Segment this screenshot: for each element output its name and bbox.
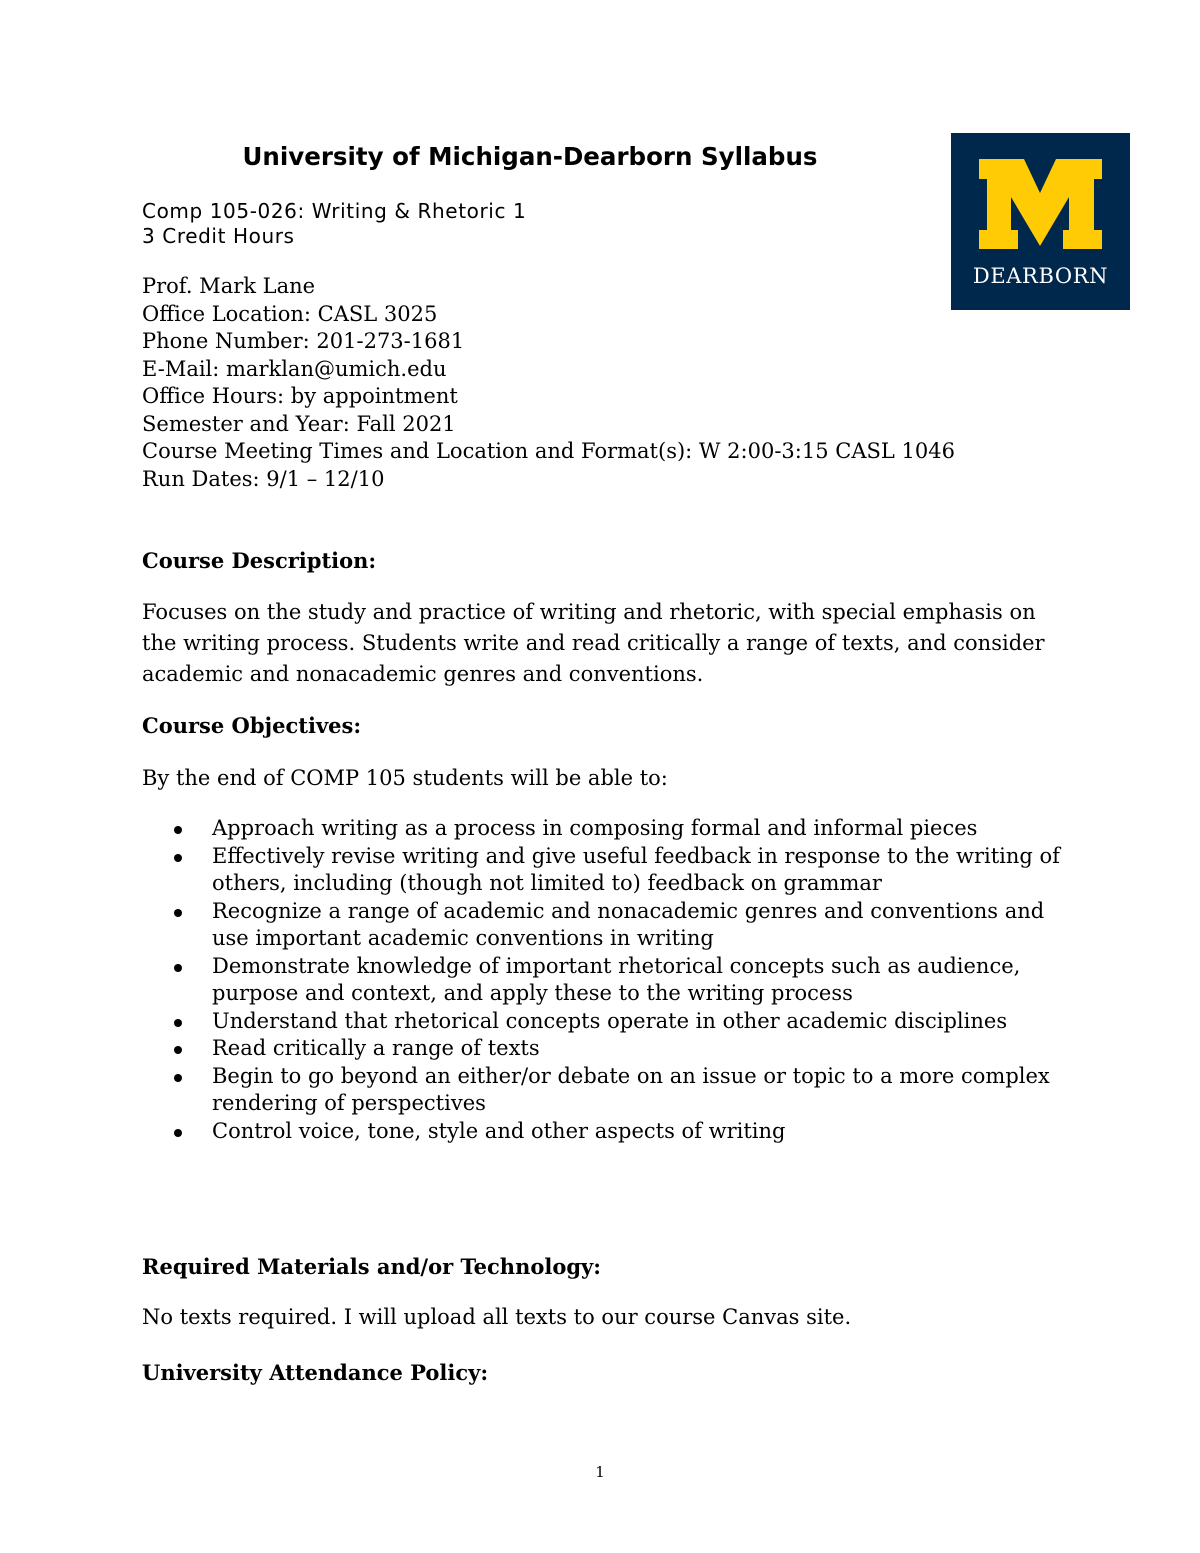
course-description-heading: Course Description: xyxy=(142,548,377,573)
bullet-icon xyxy=(174,1046,182,1054)
email: E-Mail: marklan@umich.edu xyxy=(142,356,447,381)
list-item: Effectively revise writing and give useful feedback in response to the writing of others, including (though not limited to) feedback on grammar xyxy=(142,843,1082,898)
list-item: Begin to go beyond an either/or debate on an issue or topic to a more complex rendering of perspectives xyxy=(142,1063,1082,1118)
bullet-icon xyxy=(174,1019,182,1027)
bullet-icon xyxy=(174,964,182,972)
bullet-icon xyxy=(174,854,182,862)
run-dates: Run Dates: 9/1 – 12/10 xyxy=(142,466,385,491)
list-item: Approach writing as a process in composing formal and informal pieces xyxy=(142,815,1082,843)
meeting-times: Course Meeting Times and Location and Format(s): W 2:00-3:15 CASL 1046 xyxy=(142,439,955,463)
course-description-text: Focuses on the study and practice of writing and rhetoric, with special emphasis on the writing process. Students write and read critically a range of texts, and consider academic and nonacademic genres and conventions. xyxy=(142,600,1045,686)
attendance-heading: University Attendance Policy: xyxy=(142,1360,489,1385)
document-title: University of Michigan-Dearborn Syllabus xyxy=(242,142,818,171)
course-header xyxy=(142,199,526,249)
logo-wordmark: DEARBORN xyxy=(972,264,1109,288)
instructor-name: Prof. Mark Lane xyxy=(142,274,316,298)
page-number: 1 xyxy=(595,1463,605,1481)
office-location: Office Location: CASL 3025 xyxy=(142,301,438,326)
objectives-intro: By the end of COMP 105 students will be able to: xyxy=(142,766,668,790)
credit-hours: 3 Credit Hours xyxy=(142,224,295,248)
bullet-icon xyxy=(174,909,182,917)
semester-year: Semester and Year: Fall 2021 xyxy=(142,411,456,436)
phone-number: Phone Number: 201-273-1681 xyxy=(142,329,465,353)
list-item: Read critically a range of texts xyxy=(142,1035,1082,1063)
course-code: Comp 105-026: Writing & Rhetoric 1 xyxy=(142,199,527,223)
bullet-icon xyxy=(174,1074,182,1082)
list-item: Control voice, tone, style and other aspects of writing xyxy=(142,1118,1082,1146)
list-item: Demonstrate knowledge of important rhetorical concepts such as audience, purpose and context, and apply these to the writing process xyxy=(142,953,1062,1008)
bullet-icon xyxy=(174,1129,182,1137)
list-item: Understand that rhetorical concepts operate in other academic disciplines xyxy=(142,1008,1082,1036)
course-objectives-heading: Course Objectives: xyxy=(142,713,362,738)
objectives-list xyxy=(142,815,1082,1145)
list-item: Recognize a range of academic and nonacademic genres and conventions and use important academic conventions in writing xyxy=(142,898,1082,953)
materials-text: No texts required. I will upload all texts to our course Canvas site. xyxy=(142,1305,852,1329)
materials-heading: Required Materials and/or Technology: xyxy=(142,1254,601,1279)
office-hours: Office Hours: by appointment xyxy=(142,384,458,408)
bullet-icon xyxy=(174,826,182,834)
instructor-info xyxy=(142,273,1042,493)
